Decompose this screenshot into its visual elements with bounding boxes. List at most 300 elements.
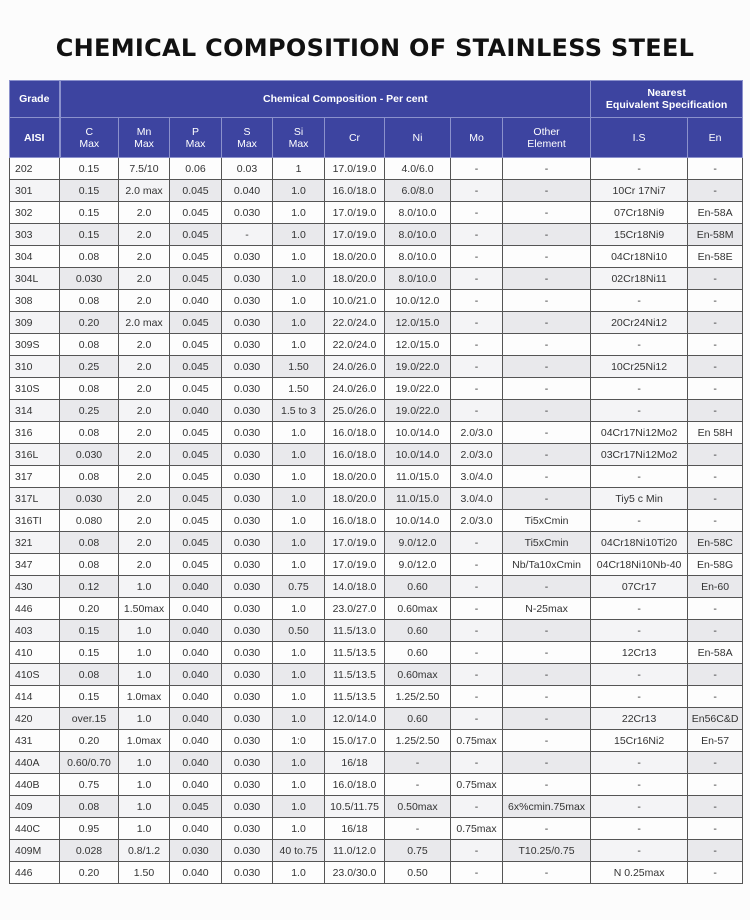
cell-mo: - [451,356,503,378]
cell-p: 0.040 [170,730,222,752]
cell-s: 0.030 [222,444,273,466]
cell-is: - [591,620,688,642]
cell-en: - [688,774,743,796]
cell-s: 0.030 [222,290,273,312]
table-row [10,642,743,664]
cell-si: 1.0 [273,466,325,488]
cell-cr: 16.0/18.0 [325,422,385,444]
cell-si: 1.0 [273,202,325,224]
cell-cr: 16.0/18.0 [325,180,385,202]
cell-is: - [591,752,688,774]
cell-en: En56C&D [688,708,743,730]
cell-mn: 2.0 [119,488,170,510]
cell-mn: 1.0 [119,752,170,774]
header-col-label: En [708,131,722,144]
cell-s: 0.030 [222,620,273,642]
cell-ni: 9.0/12.0 [385,532,451,554]
cell-mn: 2.0 [119,422,170,444]
cell-mo: - [451,202,503,224]
cell-mo: - [451,796,503,818]
grade-cell: 410 [10,642,60,664]
header-col-label: S [243,125,251,138]
cell-cr: 18.0/20.0 [325,268,385,290]
cell-si: 1.0 [273,664,325,686]
cell-mo: - [451,224,503,246]
cell-cr: 15.0/17.0 [325,730,385,752]
cell-is: - [591,400,688,422]
cell-c: 0.15 [60,158,119,180]
cell-s: 0.030 [222,686,273,708]
cell-is: 07Cr18Ni9 [591,202,688,224]
cell-other-element: - [503,620,591,642]
cell-p: 0.040 [170,400,222,422]
cell-c: 0.75 [60,774,119,796]
cell-ni: 19.0/22.0 [385,356,451,378]
cell-p: 0.040 [170,708,222,730]
cell-mo: 2.0/3.0 [451,510,503,532]
cell-en: - [688,664,743,686]
cell-cr: 11.0/12.0 [325,840,385,862]
cell-ni: - [385,818,451,840]
cell-ni: 4.0/6.0 [385,158,451,180]
header-col-mo [451,118,503,158]
cell-is: 15Cr16Ni2 [591,730,688,752]
grade-cell: 202 [10,158,60,180]
cell-c: 0.030 [60,444,119,466]
cell-ni: 8.0/10.0 [385,246,451,268]
cell-si: 1.0 [273,774,325,796]
cell-si: 1.50 [273,356,325,378]
cell-c: over.15 [60,708,119,730]
cell-en: - [688,356,743,378]
cell-mo: - [451,752,503,774]
header-col-label: Mo [469,131,484,144]
cell-mo: 0.75max [451,818,503,840]
table-row [10,576,743,598]
cell-en: - [688,312,743,334]
cell-is: - [591,664,688,686]
cell-mo: - [451,532,503,554]
cell-other-element: - [503,444,591,466]
cell-c: 0.20 [60,862,119,884]
cell-en: En-57 [688,730,743,752]
cell-ni: 19.0/22.0 [385,400,451,422]
cell-other-element: 6x%cmin.75max [503,796,591,818]
grade-cell: 446 [10,598,60,620]
cell-si: 1.0 [273,444,325,466]
cell-other-element: - [503,642,591,664]
header-col-sublabel: Max [79,137,100,150]
cell-ni: 8.0/10.0 [385,224,451,246]
cell-other-element: - [503,334,591,356]
cell-mn: 1.50max [119,598,170,620]
cell-is: - [591,818,688,840]
cell-s: 0.030 [222,664,273,686]
cell-si: 1.0 [273,598,325,620]
cell-mn: 2.0 [119,510,170,532]
header-col-other-element [503,118,591,158]
grade-cell: 446 [10,862,60,884]
cell-en: En 58H [688,422,743,444]
cell-en: - [688,400,743,422]
cell-c: 0.08 [60,422,119,444]
cell-c: 0.15 [60,202,119,224]
cell-si: 1.0 [273,488,325,510]
cell-cr: 16.0/18.0 [325,510,385,532]
cell-is: 02Cr18Ni11 [591,268,688,290]
cell-mo: 3.0/4.0 [451,466,503,488]
cell-p: 0.045 [170,378,222,400]
cell-mo: - [451,290,503,312]
cell-ni: 0.50max [385,796,451,818]
cell-is: 10Cr 17Ni7 [591,180,688,202]
cell-ni: 11.0/15.0 [385,466,451,488]
cell-is: - [591,334,688,356]
grade-cell: 430 [10,576,60,598]
cell-c: 0.15 [60,686,119,708]
table-row [10,840,743,862]
table-row [10,708,743,730]
cell-mn: 1.0 [119,642,170,664]
cell-s: - [222,224,273,246]
cell-s: 0.030 [222,466,273,488]
cell-mo: - [451,840,503,862]
cell-si: 1.0 [273,510,325,532]
cell-cr: 10.5/11.75 [325,796,385,818]
grade-cell: 410S [10,664,60,686]
cell-en: En-58E [688,246,743,268]
cell-other-element: - [503,180,591,202]
cell-p: 0.045 [170,180,222,202]
cell-s: 0.030 [222,730,273,752]
table-row [10,510,743,532]
header-col-ni [385,118,451,158]
cell-ni: 6.0/8.0 [385,180,451,202]
cell-c: 0.08 [60,466,119,488]
cell-mn: 2.0 [119,290,170,312]
cell-si: 1.0 [273,818,325,840]
table-row [10,620,743,642]
cell-si: 1 [273,158,325,180]
cell-cr: 23.0/27.0 [325,598,385,620]
cell-other-element: - [503,158,591,180]
grade-cell: 301 [10,180,60,202]
table-row [10,554,743,576]
cell-mn: 2.0 [119,268,170,290]
cell-si: 1.50 [273,378,325,400]
cell-is: - [591,796,688,818]
cell-c: 0.08 [60,290,119,312]
composition-table [9,80,743,884]
table-body [10,158,743,884]
cell-other-element: T10.25/0.75 [503,840,591,862]
cell-s: 0.030 [222,554,273,576]
cell-is: 10Cr25Ni12 [591,356,688,378]
cell-mo: - [451,246,503,268]
cell-c: 0.25 [60,356,119,378]
cell-cr: 17.0/19.0 [325,532,385,554]
cell-other-element: - [503,312,591,334]
cell-mo: 0.75max [451,774,503,796]
cell-si: 1.5 to 3 [273,400,325,422]
header-col-c [60,118,119,158]
grade-cell: 347 [10,554,60,576]
cell-ni: 10.0/12.0 [385,290,451,312]
header-col-label: Mn [136,125,152,138]
cell-mn: 1.0 [119,664,170,686]
cell-mn: 2.0 [119,334,170,356]
cell-en: - [688,818,743,840]
grade-cell: 309S [10,334,60,356]
cell-cr: 10.0/21.0 [325,290,385,312]
page-title: CHEMICAL COMPOSITION OF STAINLESS STEEL [55,34,695,62]
cell-mo: - [451,158,503,180]
cell-cr: 22.0/24.0 [325,312,385,334]
cell-p: 0.045 [170,488,222,510]
header-col-sublabel: Max [185,137,206,150]
header-col-label: C [85,125,94,138]
table-row [10,224,743,246]
cell-ni: 10.0/14.0 [385,444,451,466]
cell-en: - [688,752,743,774]
cell-si: 1.0 [273,422,325,444]
cell-other-element: - [503,752,591,774]
cell-p: 0.045 [170,356,222,378]
cell-c: 0.08 [60,334,119,356]
cell-s: 0.030 [222,532,273,554]
table-row [10,290,743,312]
cell-c: 0.08 [60,554,119,576]
header-col-sublabel: Max [237,137,257,150]
cell-si: 40 to.75 [273,840,325,862]
cell-ni: 19.0/22.0 [385,378,451,400]
cell-cr: 17.0/19.0 [325,554,385,576]
table-row [10,400,743,422]
cell-p: 0.040 [170,686,222,708]
cell-ni: - [385,774,451,796]
cell-cr: 16.0/18.0 [325,774,385,796]
cell-en: En-58A [688,202,743,224]
cell-s: 0.030 [222,840,273,862]
header-col-label: P [191,125,199,138]
cell-is: 04Cr17Ni12Mo2 [591,422,688,444]
header-col-sublabel: Max [288,137,309,150]
cell-other-element: - [503,246,591,268]
grade-cell: 440A [10,752,60,774]
cell-cr: 16.0/18.0 [325,444,385,466]
cell-mo: 0.75max [451,730,503,752]
cell-p: 0.040 [170,818,222,840]
header-composition-group [60,81,591,118]
cell-p: 0.040 [170,290,222,312]
cell-s: 0.030 [222,576,273,598]
grade-cell: 440C [10,818,60,840]
cell-p: 0.045 [170,268,222,290]
cell-is: 04Cr18Ni10Nb-40 [591,554,688,576]
cell-mn: 1.0max [119,686,170,708]
grade-cell: 308 [10,290,60,312]
grade-cell: 420 [10,708,60,730]
grade-cell: 316 [10,422,60,444]
table-row [10,774,743,796]
cell-en: - [688,158,743,180]
cell-cr: 24.0/26.0 [325,378,385,400]
cell-si: 1.0 [273,180,325,202]
cell-s: 0.030 [222,752,273,774]
grade-cell: 414 [10,686,60,708]
cell-mo: 3.0/4.0 [451,488,503,510]
table-row [10,466,743,488]
cell-si: 1.0 [273,312,325,334]
cell-mo: - [451,686,503,708]
cell-mn: 2.0 [119,202,170,224]
cell-mn: 2.0 [119,246,170,268]
header-col-p [170,118,222,158]
cell-s: 0.030 [222,642,273,664]
cell-si: 1:0 [273,730,325,752]
grade-cell: 309 [10,312,60,334]
cell-ni: 1.25/2.50 [385,730,451,752]
cell-mn: 2.0 max [119,180,170,202]
cell-other-element: - [503,708,591,730]
cell-c: 0.08 [60,378,119,400]
cell-s: 0.040 [222,180,273,202]
grade-cell: 316L [10,444,60,466]
grade-cell: 310S [10,378,60,400]
grade-cell: 409 [10,796,60,818]
cell-p: 0.045 [170,466,222,488]
header-col-label: Ni [412,131,423,144]
cell-other-element: Nb/Ta10xCmin [503,554,591,576]
cell-mn: 2.0 [119,554,170,576]
cell-p: 0.045 [170,444,222,466]
header-aisi: AISI [10,118,60,158]
cell-p: 0.040 [170,752,222,774]
cell-is: N 0.25max [591,862,688,884]
cell-mn: 1.0 [119,774,170,796]
cell-cr: 16/18 [325,818,385,840]
grade-cell: 310 [10,356,60,378]
cell-mn: 7.5/10 [119,158,170,180]
grade-cell: 304L [10,268,60,290]
header-col-sublabel: Element [527,137,566,150]
cell-en: - [688,180,743,202]
cell-is: - [591,466,688,488]
table-row [10,686,743,708]
cell-mn: 2.0 [119,444,170,466]
cell-s: 0.030 [222,708,273,730]
cell-mn: 1.0 [119,620,170,642]
table-row [10,356,743,378]
table-row [10,180,743,202]
cell-s: 0.030 [222,356,273,378]
cell-other-element: - [503,686,591,708]
table-row [10,334,743,356]
cell-cr: 11.5/13.5 [325,642,385,664]
cell-s: 0.030 [222,268,273,290]
cell-ni: 10.0/14.0 [385,510,451,532]
table-row [10,312,743,334]
table-row [10,752,743,774]
cell-c: 0.15 [60,642,119,664]
cell-mo: - [451,312,503,334]
header-col-label: Cr [348,131,361,144]
cell-is: 22Cr13 [591,708,688,730]
cell-en: - [688,840,743,862]
grade-cell: 317L [10,488,60,510]
cell-other-element: - [503,224,591,246]
cell-other-element: - [503,290,591,312]
cell-s: 0.030 [222,202,273,224]
cell-cr: 24.0/26.0 [325,356,385,378]
cell-mo: - [451,400,503,422]
cell-p: 0.045 [170,246,222,268]
cell-p: 0.045 [170,334,222,356]
cell-si: 1.0 [273,642,325,664]
cell-ni: 0.75 [385,840,451,862]
cell-mn: 1.0 [119,708,170,730]
cell-cr: 17.0/19.0 [325,158,385,180]
cell-p: 0.040 [170,774,222,796]
cell-mo: - [451,378,503,400]
cell-si: 1.0 [273,224,325,246]
cell-en: En-58G [688,554,743,576]
cell-mn: 2.0 [119,224,170,246]
cell-mn: 2.0 [119,532,170,554]
cell-s: 0.030 [222,334,273,356]
grade-cell: 304 [10,246,60,268]
cell-mn: 2.0 [119,356,170,378]
cell-is: - [591,510,688,532]
header-col-label: Other [533,125,560,138]
grade-cell: 409M [10,840,60,862]
table-row [10,246,743,268]
cell-mo: - [451,620,503,642]
cell-ni: 0.50 [385,862,451,884]
cell-c: 0.030 [60,268,119,290]
cell-other-element: - [503,576,591,598]
cell-p: 0.045 [170,796,222,818]
cell-en: - [688,334,743,356]
cell-p: 0.045 [170,224,222,246]
cell-p: 0.045 [170,422,222,444]
cell-s: 0.030 [222,400,273,422]
cell-other-element: N-25max [503,598,591,620]
cell-is: 07Cr17 [591,576,688,598]
cell-is: - [591,378,688,400]
cell-ni: 12.0/15.0 [385,312,451,334]
table-row [10,796,743,818]
cell-c: 0.25 [60,400,119,422]
cell-is: Tiy5 c Min [591,488,688,510]
cell-p: 0.045 [170,532,222,554]
cell-cr: 11.5/13.5 [325,686,385,708]
header-col-label: I.S [632,131,646,144]
nearest-label: Nearest [647,87,686,99]
cell-p: 0.040 [170,576,222,598]
cell-mo: - [451,268,503,290]
header-col-cr [325,118,385,158]
cell-is: - [591,840,688,862]
cell-is: - [591,598,688,620]
cell-si: 1.0 [273,246,325,268]
cell-mn: 2.0 [119,466,170,488]
cell-p: 0.045 [170,202,222,224]
cell-mo: - [451,576,503,598]
cell-en: En-60 [688,576,743,598]
cell-mo: - [451,664,503,686]
table-row [10,422,743,444]
